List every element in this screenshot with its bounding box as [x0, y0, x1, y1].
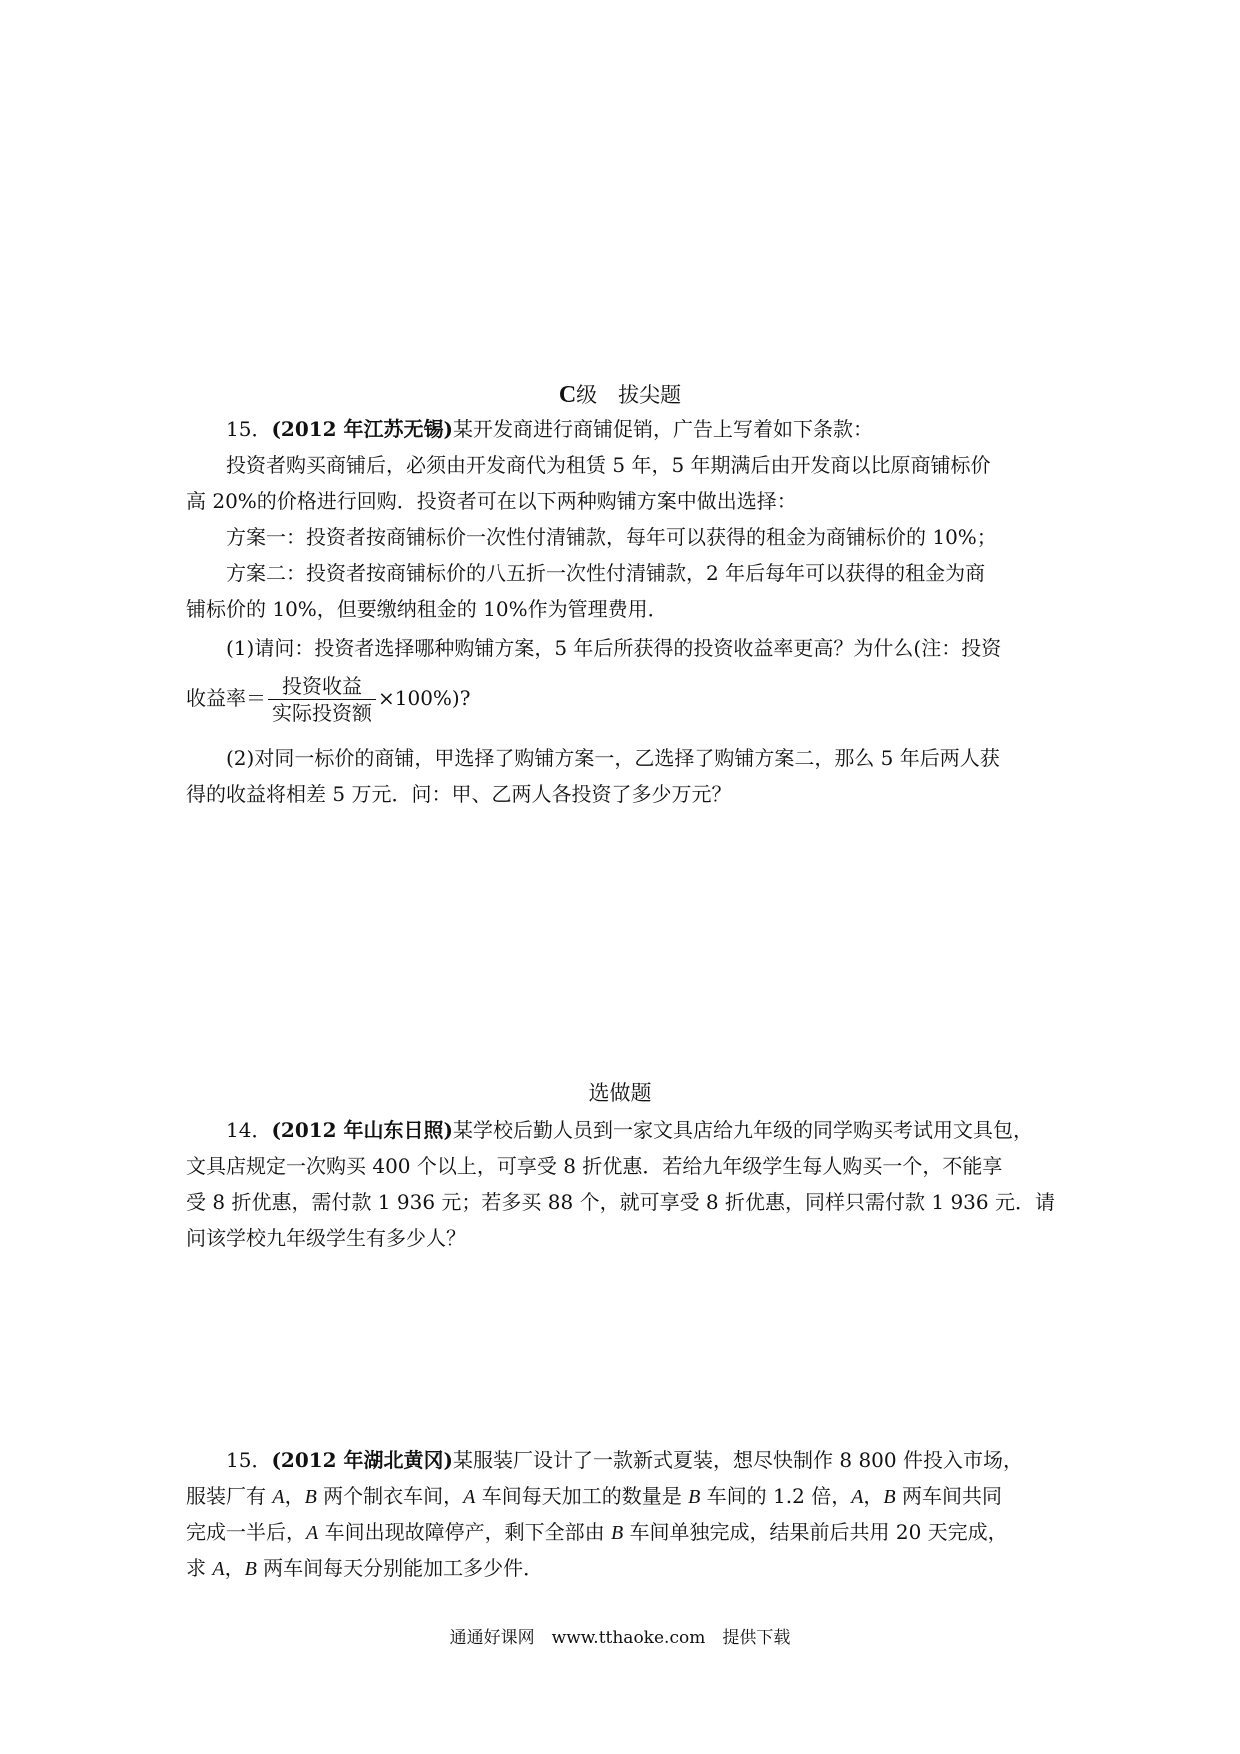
fraction-denominator: 实际投资额 — [272, 701, 372, 725]
variable-a: A — [306, 1522, 319, 1544]
text: 两车间每天分别能加工多少件． — [256, 1556, 544, 1580]
footer-watermark: 通通好课网 www.tthaoke.com 提供下载 — [449, 1628, 791, 1648]
question-source: (2012 年山东日照) — [271, 1118, 454, 1142]
question-15b-line — [186, 1550, 1066, 1587]
variable-b: B — [610, 1522, 624, 1544]
question-text: 某服装厂设计了一款新式夏装，想尽快制作 8 800 件投入市场， — [453, 1448, 1023, 1472]
subquestion-1-formula — [186, 672, 1066, 726]
text: ， — [284, 1484, 305, 1508]
variable-b: B — [244, 1558, 257, 1580]
text: ， — [224, 1556, 245, 1580]
variable-a: A — [851, 1486, 864, 1508]
variable-b: B — [304, 1486, 317, 1508]
question-14-line: 问该学校九年级学生有多少人？ — [186, 1226, 466, 1250]
text: 完成一半后， — [186, 1520, 306, 1544]
fraction — [268, 673, 376, 726]
text: 车间出现故障停产，剩下全部由 — [318, 1520, 611, 1544]
text: 两个制衣车间， — [316, 1484, 464, 1508]
text: 车间每天加工的数量是 — [475, 1484, 689, 1508]
question-14-line: 文具店规定一次购买 400 个以上，可享受 8 折优惠．若给九年级学生每人购买一个，不能享 — [186, 1154, 1003, 1178]
plan-two-line: 方案二：投资者按商铺标价的八五折一次性付清铺款，2 年后每年可以获得的租金为商 — [226, 561, 986, 585]
variable-b: B — [688, 1486, 701, 1508]
question-14-line — [186, 1112, 1106, 1148]
question-14-line: 受 8 折优惠，需付款 1 936 元；若多买 88 个，就可享受 8 折优惠，同样只需付款 1 936 元．请 — [186, 1190, 1055, 1214]
text: 车间的 1.2 倍， — [700, 1484, 852, 1508]
paragraph-line: 投资者购买商铺后，必须由开发商代为租赁 5 年，5 年期满后由开发商以比原商铺标价 — [226, 453, 991, 477]
question-15b-line — [186, 1442, 1106, 1478]
question-number: 15． — [226, 1448, 272, 1472]
text: 服装厂有 — [186, 1484, 273, 1508]
formula-suffix: ×100%)? — [378, 686, 471, 710]
variable-a: A — [272, 1486, 285, 1508]
variable-a: A — [212, 1558, 225, 1580]
subquestion-2-line: (2)对同一标价的商铺，甲选择了购铺方案一，乙选择了购铺方案二，那么 5 年后两人获 — [226, 746, 1000, 770]
question-15b-line — [186, 1478, 1066, 1515]
plan-two-line: 铺标价的 10%，但要缴纳租金的 10%作为管理费用． — [186, 597, 668, 621]
question-number: 14． — [226, 1118, 272, 1142]
text: 两车间共同 — [895, 1484, 1002, 1508]
question-15b-line — [186, 1514, 1066, 1551]
subquestion-1-line: (1)请问：投资者选择哪种购铺方案，5 年后所获得的投资收益率更高？为什么(注：投资 — [226, 636, 1002, 660]
fraction-numerator: 投资收益 — [268, 673, 376, 700]
question-text: 某学校后勤人员到一家文具店给九年级的同学购买考试用文具包， — [453, 1118, 1034, 1142]
section-c-title-text: 级 拔尖题 — [576, 383, 682, 407]
section-c-letter: C — [558, 382, 577, 408]
text: ， — [863, 1484, 884, 1508]
optional-section-title: 选做题 — [588, 1081, 652, 1105]
variable-b: B — [883, 1486, 896, 1508]
formula-prefix: 收益率＝ — [186, 686, 266, 710]
question-text: 某开发商进行商铺促销，广告上写着如下条款： — [453, 417, 874, 441]
question-source: (2012 年江苏无锡) — [271, 417, 454, 441]
text: 求 — [186, 1556, 213, 1580]
question-source: (2012 年湖北黄冈) — [271, 1448, 454, 1472]
paragraph-line: 高 20%的价格进行回购．投资者可在以下两种购铺方案中做出选择： — [186, 489, 797, 513]
text: 车间单独完成，结果前后共用 20 天完成， — [623, 1520, 1008, 1544]
question-15-intro — [186, 411, 1106, 447]
subquestion-2-line: 得的收益将相差 5 万元．问：甲、乙两人各投资了多少万元？ — [186, 782, 732, 806]
question-number: 15． — [226, 417, 272, 441]
variable-a: A — [463, 1486, 476, 1508]
plan-one: 方案一：投资者按商铺标价一次性付清铺款，每年可以获得的租金为商铺标价的 10%； — [226, 525, 997, 549]
section-c-title — [0, 380, 1240, 410]
